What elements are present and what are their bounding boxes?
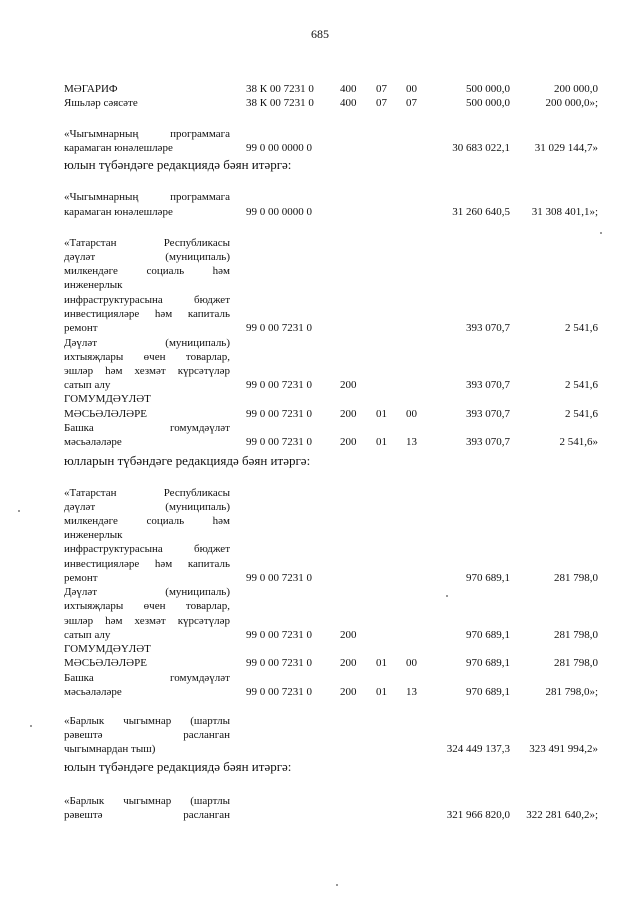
cell-label: ГОМУМДӘҮЛӘТ	[64, 393, 151, 405]
table-row	[0, 190, 640, 204]
cell-v1: 970 689,1	[466, 629, 510, 641]
table-row	[0, 486, 640, 500]
cell-v2: 2 541,6»	[559, 436, 598, 448]
cell-label: сатып алу	[64, 629, 111, 641]
cell-v2: 323 491 994,2»	[529, 743, 598, 755]
table-row	[0, 264, 640, 278]
cell-c1: 200	[340, 657, 357, 669]
cell-label: ихтыяҗлары өчен товарлар,	[64, 351, 230, 363]
table-row	[0, 614, 640, 628]
cell-c1: 200	[340, 408, 357, 420]
cell-code: 99 0 00 0000 0	[246, 206, 312, 218]
cell-label: «Чыгымнарның программага	[64, 191, 230, 203]
cell-v2: 322 281 640,2»;	[526, 809, 598, 821]
cell-v1: 324 449 137,3	[446, 743, 510, 755]
table-row	[0, 628, 640, 642]
cell-label: инженерлык	[64, 279, 123, 291]
table-row	[0, 82, 640, 96]
cell-label: ремонт	[64, 572, 98, 584]
table-row	[0, 307, 640, 321]
table-row	[0, 435, 640, 449]
cell-label: «Татарстан Республикасы	[64, 487, 230, 499]
cell-v2: 281 798,0	[554, 657, 598, 669]
cell-c2: 01	[376, 686, 387, 698]
page-number: 685	[311, 27, 329, 41]
cell-label: дәүләт (муниципаль)	[64, 251, 230, 263]
cell-c2: 07	[376, 83, 387, 95]
cell-v2: 281 798,0»;	[545, 686, 598, 698]
table-row	[0, 350, 640, 364]
cell-c3: 13	[406, 686, 417, 698]
cell-label: МӘСЬӘЛӘЛӘРЕ	[64, 408, 147, 420]
table-row	[0, 685, 640, 699]
cell-label: сатып алу	[64, 379, 111, 391]
cell-label: «Барлык чыгымнар (шартлы	[64, 715, 230, 727]
cell-label: инвестицияләре һәм капиталь	[64, 558, 230, 570]
cell-v1: 970 689,1	[466, 657, 510, 669]
cell-c2: 07	[376, 97, 387, 109]
table-row	[0, 728, 640, 742]
cell-label: инженерлык	[64, 529, 123, 541]
table-row	[0, 671, 640, 685]
cell-v1: 970 689,1	[466, 686, 510, 698]
cell-c3: 13	[406, 436, 417, 448]
instruction-line: юлларын түбәндәге редакциядә бәян итәргә:	[64, 453, 311, 468]
cell-code: 38 К 00 7231 0	[246, 83, 314, 95]
table-row	[0, 321, 640, 335]
scan-speck	[30, 725, 32, 727]
cell-c3: 00	[406, 83, 417, 95]
cell-label: эшләр һәм хезмәт күрсәтүләр	[64, 365, 230, 377]
cell-label: мәсьәләләре	[64, 436, 122, 448]
table-row	[0, 250, 640, 264]
cell-v2: 281 798,0	[554, 629, 598, 641]
cell-code: 99 0 00 7231 0	[246, 322, 312, 334]
cell-code: 99 0 00 7231 0	[246, 657, 312, 669]
table-row	[0, 794, 640, 808]
cell-v2: 200 000,0	[554, 83, 598, 95]
table-row	[0, 528, 640, 542]
table-row	[0, 96, 640, 110]
table-row	[0, 808, 640, 822]
cell-code: 99 0 00 7231 0	[246, 572, 312, 584]
cell-c1: 400	[340, 97, 357, 109]
cell-c3: 00	[406, 408, 417, 420]
cell-label: «Барлык чыгымнар (шартлы	[64, 795, 230, 807]
table-row	[0, 141, 640, 155]
table-row	[0, 236, 640, 250]
table-row	[0, 585, 640, 599]
cell-label: Дәүләт (муниципаль)	[64, 337, 230, 349]
table-row	[0, 392, 640, 406]
cell-label: Дәүләт (муниципаль)	[64, 586, 230, 598]
cell-code: 99 0 00 7231 0	[246, 436, 312, 448]
cell-c2: 01	[376, 408, 387, 420]
cell-label: ремонт	[64, 322, 98, 334]
cell-label: ГОМУМДӘҮЛӘТ	[64, 643, 151, 655]
cell-label: инфраструктурасына бюджет	[64, 543, 230, 555]
cell-c1: 200	[340, 379, 357, 391]
table-row	[0, 557, 640, 571]
cell-label: карамаган юнәлешләре	[64, 142, 173, 154]
table-row	[0, 500, 640, 514]
cell-c3: 00	[406, 657, 417, 669]
cell-label: милкендәге социаль һәм	[64, 265, 230, 277]
cell-c1: 400	[340, 83, 357, 95]
cell-v1: 31 260 640,5	[452, 206, 510, 218]
scan-speck	[446, 595, 448, 597]
table-row	[0, 278, 640, 292]
cell-label: эшләр һәм хезмәт күрсәтүләр	[64, 615, 230, 627]
cell-code: 38 К 00 7231 0	[246, 97, 314, 109]
table-row	[0, 407, 640, 421]
cell-label: дәүләт (муниципаль)	[64, 501, 230, 513]
cell-v1: 393 070,7	[466, 379, 510, 391]
cell-v2: 2 541,6	[565, 322, 598, 334]
cell-v1: 393 070,7	[466, 408, 510, 420]
cell-label: «Чыгымнарның программага	[64, 128, 230, 140]
cell-c2: 01	[376, 657, 387, 669]
table-row	[0, 205, 640, 219]
cell-v2: 31 308 401,1»;	[531, 206, 598, 218]
table-row	[0, 571, 640, 585]
table-row	[0, 293, 640, 307]
table-row	[0, 599, 640, 613]
scan-speck	[18, 510, 20, 512]
cell-v2: 2 541,6	[565, 379, 598, 391]
cell-code: 99 0 00 7231 0	[246, 686, 312, 698]
cell-label: милкендәге социаль һәм	[64, 515, 230, 527]
cell-label: «Татарстан Республикасы	[64, 237, 230, 249]
cell-code: 99 0 00 0000 0	[246, 142, 312, 154]
cell-v2: 281 798,0	[554, 572, 598, 584]
cell-v1: 393 070,7	[466, 436, 510, 448]
cell-label: Яшьләр сәясәте	[64, 97, 138, 109]
table-row	[0, 336, 640, 350]
cell-v2: 2 541,6	[565, 408, 598, 420]
cell-label: рәвештә расланган	[64, 809, 230, 821]
cell-label: инфраструктурасына бюджет	[64, 294, 230, 306]
instruction-line: юлын түбәндәге редакциядә бәян итәргә:	[64, 759, 292, 774]
table-row	[0, 742, 640, 756]
cell-v2: 200 000,0»;	[545, 97, 598, 109]
table-row	[0, 514, 640, 528]
cell-v1: 500 000,0	[466, 83, 510, 95]
cell-code: 99 0 00 7231 0	[246, 379, 312, 391]
table-row	[0, 364, 640, 378]
cell-label: карамаган юнәлешләре	[64, 206, 173, 218]
cell-label: МӘСЬӘЛӘЛӘРЕ	[64, 657, 147, 669]
cell-c1: 200	[340, 686, 357, 698]
cell-v2: 31 029 144,7»	[534, 142, 598, 154]
cell-c1: 200	[340, 629, 357, 641]
cell-v1: 30 683 022,1	[452, 142, 510, 154]
table-row	[0, 714, 640, 728]
table-row	[0, 656, 640, 670]
scan-speck	[600, 232, 602, 234]
table-row	[0, 542, 640, 556]
cell-code: 99 0 00 7231 0	[246, 629, 312, 641]
cell-label: МӘГАРИФ	[64, 83, 118, 95]
cell-label: мәсьәләләре	[64, 686, 122, 698]
table-row	[0, 127, 640, 141]
cell-c3: 07	[406, 97, 417, 109]
cell-c2: 01	[376, 436, 387, 448]
cell-v1: 500 000,0	[466, 97, 510, 109]
cell-label: рәвештә расланган	[64, 729, 230, 741]
cell-v1: 970 689,1	[466, 572, 510, 584]
table-row	[0, 642, 640, 656]
cell-v1: 393 070,7	[466, 322, 510, 334]
cell-v1: 321 966 820,0	[446, 809, 510, 821]
cell-c1: 200	[340, 436, 357, 448]
cell-label: Башка гомумдәүләт	[64, 422, 230, 434]
cell-label: чыгымнардан тыш)	[64, 743, 156, 755]
table-row	[0, 421, 640, 435]
cell-label: ихтыяҗлары өчен товарлар,	[64, 600, 230, 612]
instruction-line: юлын түбәндәге редакциядә бәян итәргә:	[64, 157, 292, 172]
cell-label: инвестицияләре һәм капиталь	[64, 308, 230, 320]
cell-label: Башка гомумдәүләт	[64, 672, 230, 684]
cell-code: 99 0 00 7231 0	[246, 408, 312, 420]
scan-speck	[336, 884, 338, 886]
table-row	[0, 378, 640, 392]
